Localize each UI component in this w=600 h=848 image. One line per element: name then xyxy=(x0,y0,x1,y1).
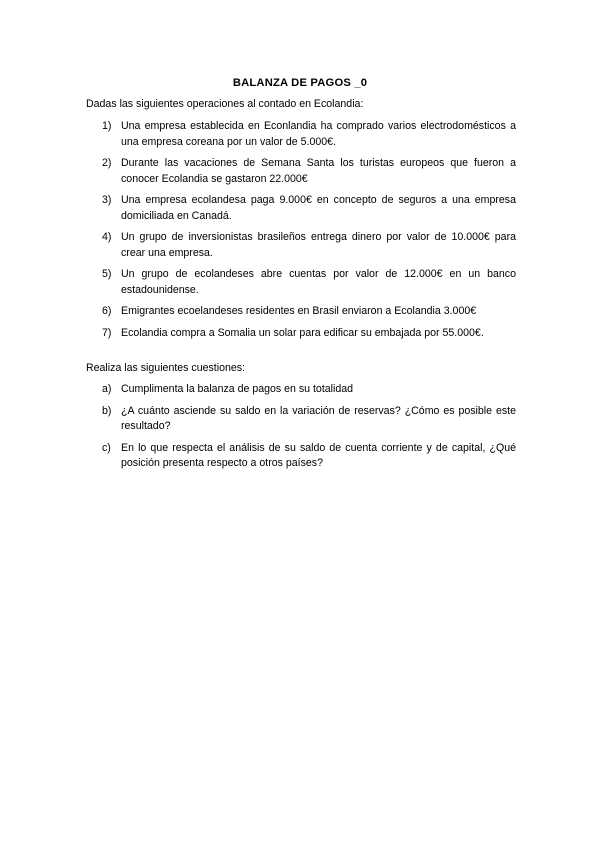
list-marker: 1) xyxy=(102,120,112,132)
list-item xyxy=(86,304,516,320)
list-marker: 5) xyxy=(102,268,112,280)
list-item xyxy=(86,156,516,187)
list-item-text: Una empresa ecolandesa paga 9.000€ en concepto de seguros a una empresa domiciliada en Canadá. xyxy=(121,194,516,222)
list-item xyxy=(86,193,516,224)
operations-list xyxy=(86,119,516,347)
list-item-text: Cumplimenta la balanza de pagos en su totalidad xyxy=(121,383,354,395)
questions-intro: Realiza las siguientes cuestiones: xyxy=(86,362,245,374)
list-marker: 2) xyxy=(102,157,112,169)
list-item-text: Una empresa establecida en Econlandia ha comprado varios electrodomésticos a una empresa coreana por un valor de 5.000€. xyxy=(121,120,516,148)
list-item-text: Un grupo de inversionistas brasileños entrega dinero por valor de 10.000€ para crear una empresa. xyxy=(121,231,516,259)
list-item xyxy=(86,119,516,150)
list-item xyxy=(86,267,516,298)
list-item-text: Emigrantes ecoelandeses residentes en Brasil enviaron a Ecolandia 3.000€ xyxy=(121,305,477,317)
list-marker: 3) xyxy=(102,194,112,206)
list-item-text: En lo que respecta el análisis de su saldo de cuenta corriente y de capital, ¿Qué posición presenta respecto a otros países? xyxy=(121,441,516,469)
list-marker: 6) xyxy=(102,305,112,317)
list-marker: a) xyxy=(102,383,112,395)
list-item xyxy=(86,404,516,435)
list-item-text: Durante las vacaciones de Semana Santa los turistas europeos que fueron a conocer Ecolandia se gastaron 22.000€ xyxy=(121,157,516,185)
list-item xyxy=(86,382,516,398)
list-item xyxy=(86,230,516,261)
document-title: BALANZA DE PAGOS _0 xyxy=(232,77,368,89)
list-marker: 4) xyxy=(102,231,112,243)
list-item xyxy=(86,441,516,472)
list-item-text: Un grupo de ecolandeses abre cuentas por valor de 12.000€ en un banco estadounidense. xyxy=(121,268,516,296)
list-item xyxy=(86,326,516,342)
list-marker: 7) xyxy=(102,326,112,339)
questions-list xyxy=(86,382,516,478)
list-marker: c) xyxy=(102,441,111,454)
list-marker: b) xyxy=(102,404,112,417)
operations-intro: Dadas las siguientes operaciones al contado en Ecolandia: xyxy=(86,98,364,110)
list-item-text: ¿A cuánto asciende su saldo en la variación de reservas? ¿Cómo es posible este resultado? xyxy=(121,404,516,432)
list-item-text: Ecolandia compra a Somalia un solar para edificar su embajada por 55.000€. xyxy=(121,326,484,339)
